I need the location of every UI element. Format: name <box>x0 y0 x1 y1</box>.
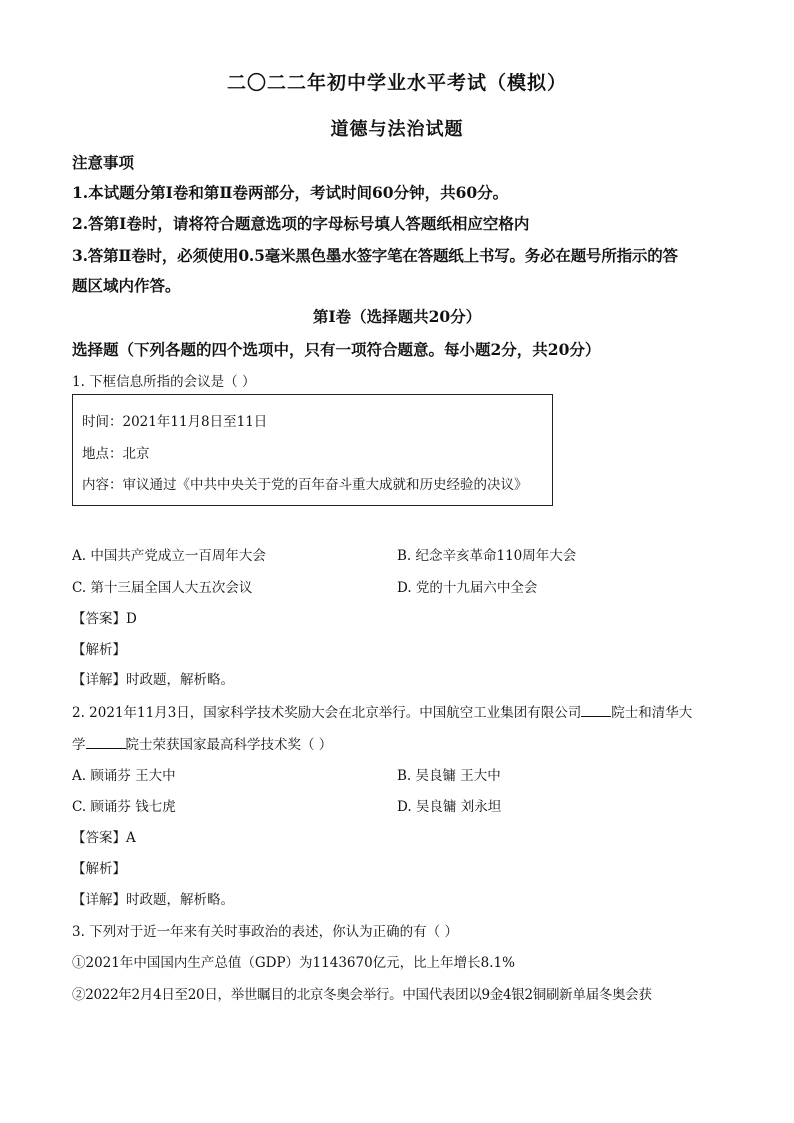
q2-option-d: D. 吴良镛 刘永坦 <box>397 799 502 815</box>
q2-option-a: A. 顾诵芬 王大中 <box>72 768 176 784</box>
exam-title: 二〇二二年初中学业水平考试（模拟） <box>226 72 567 94</box>
q1-option-d: D. 党的十九届六中全会 <box>397 580 538 596</box>
notice-item-3-cont: 题区域内作答。 <box>72 276 181 295</box>
exam-subtitle: 道德与法治试题 <box>330 119 464 140</box>
q2-option-c: C. 顾诵芬 钱七虎 <box>72 799 176 815</box>
notice-item-3: 3.答第Ⅱ卷时，必须使用0.5毫米黑色墨水签字笔在答题纸上书写。务必在题号所指示的答 <box>72 246 678 265</box>
q1-option-a: A. 中国共产党成立一百周年大会 <box>72 548 266 564</box>
q2-stem-line-2 <box>72 733 720 753</box>
section-title: 第Ⅰ卷（选择题共20分） <box>312 307 482 326</box>
q1-analysis: 【解析】 <box>72 642 126 658</box>
q2-detail: 【详解】时政题，解析略。 <box>72 892 234 908</box>
q1-answer: 【答案】D <box>72 611 137 627</box>
q2-option-b: B. 吴良镛 王大中 <box>397 768 501 784</box>
notice-item-1: 1.本试题分第Ⅰ卷和第Ⅱ卷两部分，考试时间60分钟，共60分。 <box>72 183 509 202</box>
q1-info-box <box>72 394 553 506</box>
q1-option-b: B. 纪念辛亥革命110周年大会 <box>397 548 577 564</box>
q2-stem-1a: 2. 2021年11月3日，国家科学技术奖励大会在北京举行。中国航空工业集团有限公司 <box>72 705 582 721</box>
q1-box-time: 时间：2021年11月8日至11日 <box>82 414 268 430</box>
notice-heading: 注意事项 <box>72 153 135 172</box>
q2-stem-line-1 <box>72 701 720 721</box>
q2-stem-2a: 学 <box>72 737 86 753</box>
q2-analysis: 【解析】 <box>72 861 126 877</box>
q1-box-content: 内容：审议通过《中共中央关于党的百年奋斗重大成就和历史经验的决议》 <box>82 477 528 493</box>
q3-item-1: ①2021年中国国内生产总值（GDP）为1143670亿元，比上年增长8.1% <box>72 955 515 971</box>
q2-blank-2 <box>86 747 126 749</box>
q2-answer: 【答案】A <box>72 830 136 846</box>
q1-option-c: C. 第十三届全国人大五次会议 <box>72 580 253 596</box>
q1-detail: 【详解】时政题，解析略。 <box>72 672 234 688</box>
q1-stem: 1. 下框信息所指的会议是（ ） <box>72 374 256 390</box>
q2-stem-1b: 院士和清华大 <box>611 705 693 721</box>
q1-box-place: 地点：北京 <box>82 446 150 462</box>
q2-stem-2b: 院士荣获国家最高科学技术奖（ ） <box>125 737 333 753</box>
notice-item-2: 2.答第Ⅰ卷时，请将符合题意选项的字母标号填人答题纸相应空格内 <box>72 214 530 233</box>
q2-blank-1 <box>581 715 611 717</box>
section-instruction: 选择题（下列各题的四个选项中，只有一项符合题意。每小题2分，共20分） <box>72 340 601 359</box>
q3-item-2: ②2022年2月4日至20日，举世瞩目的北京冬奥会举行。中国代表团以9金4银2铜刷新单届冬奥会获 <box>72 987 652 1003</box>
q3-stem: 3. 下列对于近一年来有关时事政治的表述，你认为正确的有（ ） <box>72 924 458 940</box>
